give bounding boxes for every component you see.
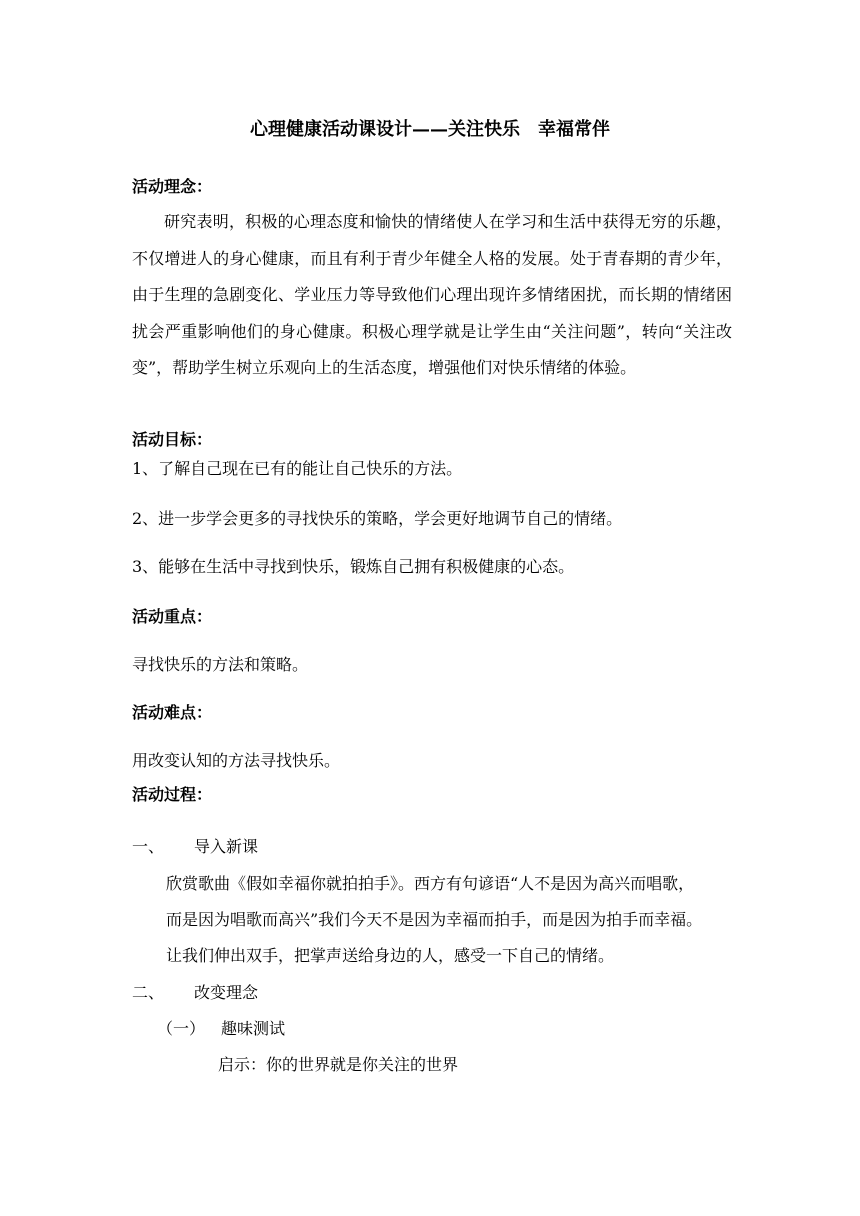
key-point-heading: 活动重点： — [132, 607, 213, 626]
section-2-title: 改变理念 — [194, 983, 259, 1002]
goals-heading: 活动目标： — [132, 430, 213, 449]
subsection-1-header — [157, 1019, 285, 1039]
section-1-number: 一、 — [132, 837, 165, 856]
process-heading: 活动过程： — [132, 785, 213, 804]
goal-item-2: 2、进一步学会更多的寻找快乐的策略，学会更好地调节自己的情绪。 — [132, 509, 623, 528]
key-point-text: 寻找快乐的方法和策略。 — [132, 655, 309, 674]
concept-heading: 活动理念： — [132, 177, 213, 196]
subsection-1-title: 趣味测试 — [221, 1019, 286, 1038]
section-1-line-2: 而是因为唱歌而高兴”我们今天不是因为幸福而拍手，而是因为拍手而幸福。 — [166, 910, 703, 929]
section-2-number: 二、 — [132, 983, 165, 1002]
section-1-line-3: 让我们伸出双手，把掌声送给身边的人，感受一下自己的情绪。 — [166, 946, 615, 965]
difficulty-heading: 活动难点： — [132, 703, 213, 722]
subsection-1-number: （一） — [157, 1019, 206, 1038]
section-1-title: 导入新课 — [194, 837, 259, 856]
goal-item-3: 3、能够在生活中寻找到快乐，锻炼自己拥有积极健康的心态。 — [132, 557, 575, 576]
subsection-1-hint: 启示：你的世界就是你关注的世界 — [218, 1055, 459, 1074]
document-title: 心理健康活动课设计——关注快乐 幸福常伴 — [250, 119, 610, 140]
concept-paragraph: 研究表明，积极的心理态度和愉快的情绪使人在学习和生活中获得无穷的乐趣，不仅增进人的身心健康，而且有利于青少年健全人格的发展。处于青春期的青少年，由于生理的急剧变化、学业压力等导致他们心理出现许多情绪困扰，而长期的情绪困扰会严重影响他们的身心健康。积极心理学就是让学生由“关注问题”，转向“关注改变”，帮助学生树立乐观向上的生活态度，增强他们对快乐情绪的体验。 — [132, 212, 732, 377]
section-1-line-1: 欣赏歌曲《假如幸福你就拍拍手》。西方有句谚语“人不是因为高兴而唱歌， — [166, 874, 695, 893]
difficulty-text: 用改变认知的方法寻找快乐。 — [132, 751, 341, 770]
section-2-header — [132, 983, 258, 1003]
section-1-header — [132, 837, 258, 857]
goal-item-1: 1、了解自己现在已有的能让自己快乐的方法。 — [132, 459, 463, 478]
